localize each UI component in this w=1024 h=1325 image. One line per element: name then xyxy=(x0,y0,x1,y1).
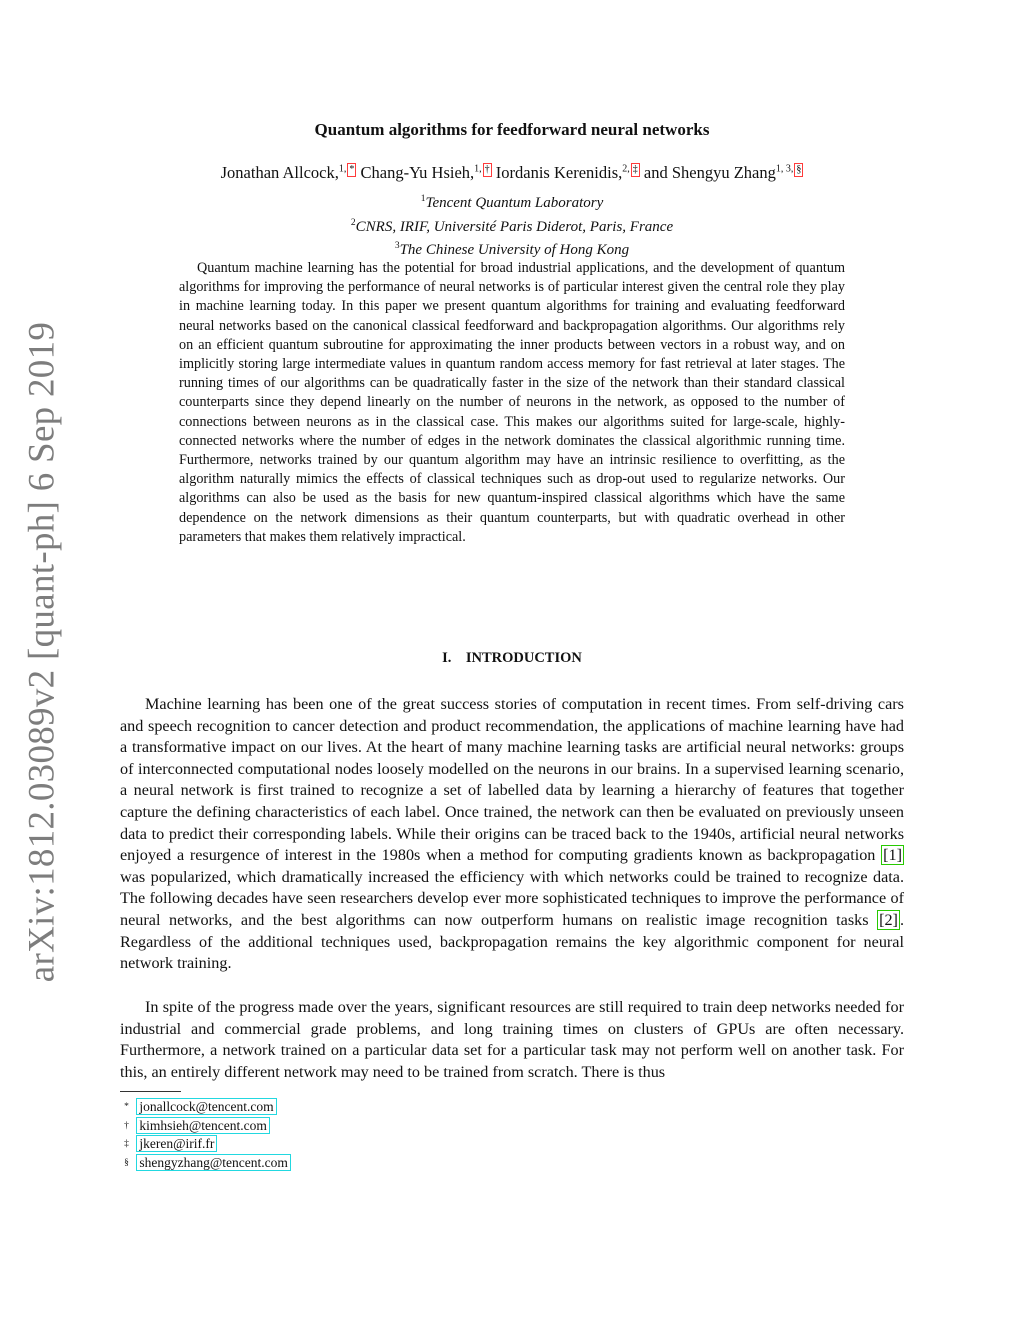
author-name: Shengyu Zhang xyxy=(671,163,776,182)
affiliation-text: The Chinese University of Hong Kong xyxy=(399,242,630,258)
footnote-mark: † xyxy=(124,1120,129,1131)
paragraph-text: . Regardless of the additional techniques used, backpropagation remains the key algorithmic component for neural network training. xyxy=(120,910,904,973)
email-link[interactable]: shengyzhang@tencent.com xyxy=(136,1154,291,1171)
footnote xyxy=(120,1154,291,1173)
footnote-divider xyxy=(120,1091,181,1092)
arxiv-identifier[interactable]: arXiv:1812.03089v2 [quant-ph] 6 Sep 2019 xyxy=(21,321,63,983)
author-name: Chang-Yu Hsieh, xyxy=(360,163,475,182)
paragraph-text: was popularized, which dramatically increased the efficiency with which networks could be trained to recognize data. The following decades have seen researchers develop ever more sophisticated techniques to improve the performance of neural networks, and the best algorithms can now outperform humans on realistic image recognition tasks xyxy=(120,867,904,929)
affiliation-line xyxy=(120,237,904,261)
footnote xyxy=(120,1135,291,1154)
affiliation-number: 1 xyxy=(420,194,426,204)
footnote xyxy=(120,1098,291,1117)
abstract: Quantum machine learning has the potential for broad industrial applications, and the development of quantum algorithms for improving the performance of neural networks is of particular interest given the central role they play in machine learning today. In this paper we present quantum algorithms for training and evaluating feedforward neural networks based on the canonical classical feedforward and backpropagation algorithms. Our algorithms rely on an efficient quantum subroutine for approximating the inner products between vectors in a robust way, and on implicitly storing large intermediate values in quantum random access memory for fast retrieval at later stages. The running times of our algorithms can be quadratically faster in the size of the network than their standard classical counterparts since they depend linearly on the number of neurons in the network, as opposed to the number of connections between neurons as in the classical case. This makes our algorithms suited for large-scale, highly-connected networks where the number of edges in the network dominates the classical algorithmic running time. Furthermore, networks trained by our quantum algorithm may have an intrinsic resilience to overfitting, as the algorithm naturally mimics the effects of classical techniques such as drop-out used to regularize networks. Our algorithms can also be used as the basis for new quantum-inspired classical algorithms which have the same dependence on the network dimensions as their quantum counterparts, but with quadratic overhead in other parameters that makes them relatively impractical. xyxy=(179,260,845,545)
footnote-mark: * xyxy=(124,1102,129,1112)
email-link[interactable]: jkeren@irif.fr xyxy=(136,1135,217,1152)
body-paragraph: In spite of the progress made over the years, significant resources are still required to train deep networks needed for industrial and commercial grade problems, and long training times on clusters of GPUs are often necessary. Furthermore, a network trained on a particular data set for a particular task may not perform well on another task. For this, an entirely different network may need to be trained from scratch. There is thus xyxy=(120,998,904,1081)
footnote-link[interactable]: † xyxy=(484,164,490,175)
section-heading: I. INTRODUCTION xyxy=(442,650,582,666)
affiliation-number: 3 xyxy=(394,241,400,251)
footnote-mark: ‡ xyxy=(124,1139,129,1149)
author-affil-marker: 1, xyxy=(338,163,347,175)
author-name: Iordanis Kerenidis, xyxy=(495,163,623,182)
affiliation-text: CNRS, IRIF, Université Paris Diderot, Paris, France xyxy=(355,218,674,235)
citation-link[interactable]: [1] xyxy=(883,846,902,865)
paragraph-text: Machine learning has been one of the great success stories of computation in recent times. From self-driving cars and speech recognition to cancer detection and product recommendation, the applications of machine learning have had a transformative impact on our lives. At the heart of many machine learning tasks are artificial neural networks: groups of interconnected computational nodes loosely modelled on the neurons in our brains. In a supervised learning scenario, a neural network is first trained to recognize a set of labelled data by learning a hierarchy of features that together capture the defining characteristics of each label. Once trained, the network can then be evaluated on previously unseen data to predict their corresponding labels. While their origins can be traced back to the 1940s, artificial neural networks enjoyed a resurgence of interest in the 1980s when a method for computing gradients known as backpropagation xyxy=(120,695,904,865)
citation-link[interactable]: [2] xyxy=(879,910,898,929)
footnote xyxy=(120,1117,291,1136)
footnote-link[interactable]: * xyxy=(349,164,355,175)
footnote-link[interactable]: § xyxy=(796,164,802,175)
author-affil-marker: 1, xyxy=(474,163,482,175)
footnote-list xyxy=(120,1098,291,1172)
author-affil-marker: 1, 3, xyxy=(775,163,794,175)
footnote-link[interactable]: ‡ xyxy=(632,164,638,175)
author-list xyxy=(120,163,904,183)
affiliation-line xyxy=(120,190,904,214)
author-conjunction: and xyxy=(643,163,668,182)
affiliation-list xyxy=(120,190,904,261)
author-name: Jonathan Allcock, xyxy=(220,163,339,182)
body-paragraph xyxy=(120,694,904,975)
email-link[interactable]: kimhsieh@tencent.com xyxy=(136,1117,270,1134)
footnote-mark: § xyxy=(124,1157,129,1168)
affiliation-number: 2 xyxy=(350,217,356,228)
affiliation-line xyxy=(120,214,904,238)
affiliation-text: Tencent Quantum Laboratory xyxy=(425,195,604,211)
paper-title: Quantum algorithms for feedforward neural networks xyxy=(314,120,710,139)
author-affil-marker: 2, xyxy=(622,163,630,175)
email-link[interactable]: jonallcock@tencent.com xyxy=(136,1098,276,1115)
